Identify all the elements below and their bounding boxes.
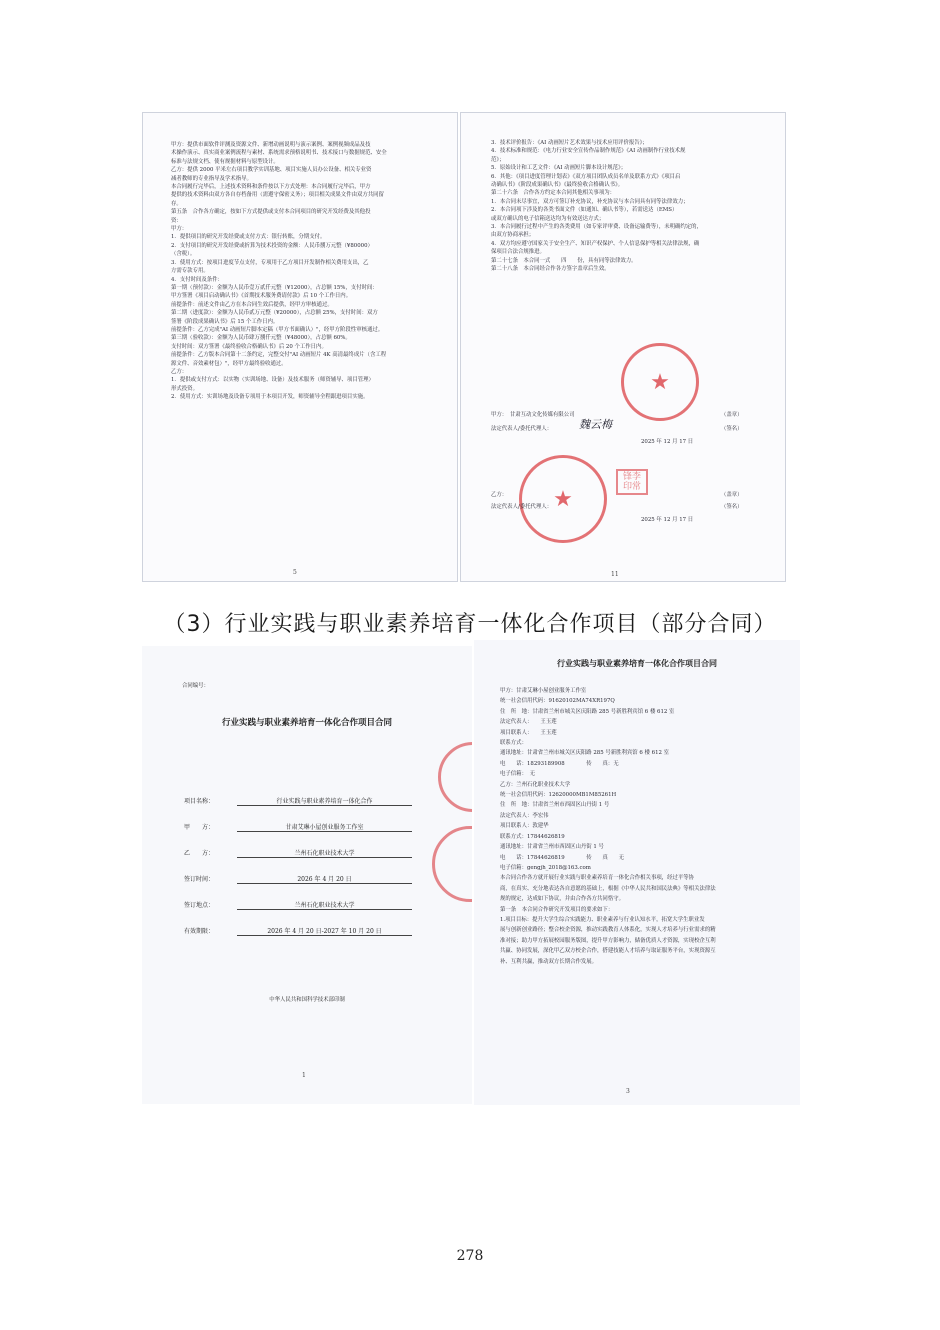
text-line: 本合同合作各方就开展行业实践与职业素养培育一体化合作相关事项，经过平等协	[500, 875, 695, 882]
text-line: 6．其他：《项目进度管理计划表》《双方项目团队成员名单及联系方式》《项目启	[491, 173, 681, 180]
text-line: 甲方签署《项目启动确认书》《首期技术服务费请付款》后 10 个工作日内。	[171, 293, 352, 300]
text-line: 由双方协商承担；	[491, 232, 535, 239]
text-line: 项目联系人： 王玉莲	[500, 729, 557, 736]
top-right-page-text	[491, 139, 761, 274]
text-line: 联系方式：	[500, 740, 527, 747]
text-line: 规的规定，达成如下协议，并由合作各方共同恪守。	[500, 896, 624, 903]
page-number: 11	[611, 571, 619, 578]
company-seal-stamp	[621, 343, 699, 421]
party-b-rep-line: 法定代表人/委托代理人： （签名）	[491, 504, 743, 511]
text-line: 电子信箱： 无	[500, 771, 536, 778]
text-line: 电 话：17844626819 传 真 无	[500, 854, 624, 861]
text-line: 电 话：18293189908 传 真：无	[500, 760, 619, 767]
scan-top-left-page	[142, 112, 458, 582]
scan-top-right-page	[460, 112, 786, 582]
text-line: 3．本合同履行过程中产生的各类费用（如专家评审费、设备运输费等），未明确约定的，	[491, 224, 702, 231]
text-line: 3．使用方式：按项目进度节点支付，专项用于乙方项目开发制作相关费用支出，乙	[171, 259, 369, 266]
text-line: 乙方：兰州石化职业技术大学	[500, 781, 571, 788]
text-line: 保项目合法合规推进。	[491, 249, 545, 256]
publisher-line: 中华人民共和国科学技术部印制	[269, 997, 345, 1003]
text-line: 第一条 本合同合作研究开发项目的要求如下：	[500, 906, 614, 913]
text-line: 甲方：	[171, 226, 188, 233]
text-line: 动确认书》《阶段成果确认书》《最终验收合格确认书》。	[491, 182, 624, 189]
text-line: 前提条件：乙方版本合同第十二条约定，完整交付"AI 动画短片 4K 高清最终成片（含工程	[171, 352, 387, 359]
text-line: （含税）。	[171, 251, 196, 258]
text-line: 标准与法规文档、使有规据材料与原型设计。	[171, 158, 279, 165]
text-line: 5．原始设计和工艺文件：《AI 动画短片脚本设计规范》；	[491, 165, 627, 172]
text-line: 1.项目目标：提升大学生综合实践能力、职业素养与行业认知水平，拓宽大学生职业发	[500, 916, 705, 923]
text-line: 统一社会信用代码：12620000MB1M85261H	[500, 792, 617, 799]
text-line: 减者教师的专业指导及学术指导。	[171, 175, 252, 182]
text-line: 4．支付时间及条件：	[171, 276, 223, 283]
party-a-rep-line: 法定代表人/委托代理人： （签名）	[491, 426, 743, 433]
text-line: 方需专款专用。	[171, 268, 209, 275]
text-line: 展与创新创业路径；整合校企资源，推动实践教育人体系化，实现人才培养与行业需求的精	[500, 927, 716, 934]
text-line: 形式投资。	[171, 385, 198, 392]
text-line: 1．本合同未尽事宜，双方可签订补充协议，补充协议与本合同具有同等法律效力；	[491, 198, 689, 205]
party-b-line: 乙方： （盖章）	[491, 492, 743, 498]
text-line: 第二十八条 本合同经合作各方签字盖章后生效。	[491, 266, 610, 273]
text-line: 共赢、协同发展，深化甲乙双方校企合作，搭建技能人才培养与取证服务平台，实现资源互	[500, 948, 716, 955]
text-line: 住 所 地：甘肃省兰州市城关区庆阳路 285 号新胜利宾馆 6 楼 612 室	[500, 708, 675, 715]
text-line: 1．提供或支付方式：以实物（实训场地、设备）及技术服务（师资辅导、项目管理）	[171, 377, 374, 384]
party-b-date: 2025 年 12 月 17 日	[641, 516, 694, 523]
page-number: 5	[293, 569, 297, 576]
personal-name-stamp: 锋李 印常	[616, 469, 648, 495]
partial-seal-stamp	[432, 826, 472, 902]
text-line: 电子信箱：gengjh_2018@163.com	[500, 864, 591, 871]
text-line: 1．提供项目的研究开发经费或支付方式：银行转账，分期支付。	[171, 234, 326, 241]
text-line: 甲方：甘肃艾琳小屋创业服务工作室	[500, 688, 587, 694]
text-line: 3．技术评价报告：《AI 动画短片艺术效果与技术应用评价报告》；	[491, 140, 648, 146]
text-line: 住 所 地：甘肃省兰州市西固区山丹街 1 号	[500, 802, 610, 809]
text-line: 2．本合同项下涉及的各类书面文件（如通知、确认书等），若需送达（EMS）	[491, 207, 678, 214]
seal-star-icon: ★	[650, 369, 670, 395]
text-line: 签署《阶段成果确认书》后 15 个工作日内。	[171, 318, 279, 325]
party-a-line: 甲方： 甘肃互动文化传媒有限公司 （盖章）	[491, 412, 743, 418]
text-line: 源文件、音效素材包）"，经甲方最终验收通过。	[171, 360, 287, 367]
text-line: 资：	[171, 217, 182, 224]
text-line: 商，在真实、充分地表达各自意愿的基础上，根据《中华人民共和国民法典》等相关法律法	[500, 885, 716, 892]
text-line: 甲方：提供市面软件评测及资源文件、新增动画说明与演示案例、案例视频成品及技	[171, 142, 371, 148]
page-title: 行业实践与职业素养培育一体化合作项目合同	[557, 658, 717, 668]
text-line: 第二期（进度款）：金额为人民币贰万元整（¥20000），占总额 25%，支付时间：双方	[171, 310, 378, 317]
document-page-number: 278	[456, 1248, 484, 1264]
text-line: 或双方确认的电子信箱送达均为有效送达方式；	[491, 215, 605, 222]
contract-no-label: 合同编号：	[182, 683, 209, 689]
text-line: 通讯地址：甘肃省兰州市西固区山丹街 1 号	[500, 844, 604, 851]
scan-bottom-right-page	[474, 640, 800, 1105]
text-line: 支付时间：双方签署《最终验收合格确认书》后 20 个工作日内。	[171, 343, 327, 350]
handwritten-signature: 魏云梅	[579, 418, 612, 431]
text-line: 4．技术标准和规范：《电力行业安全宣传作品制作规范》《AI 动画制作行业技术规	[491, 148, 686, 155]
text-line: 联系方式：17844626819	[500, 833, 565, 840]
section-heading: （3）行业实践与职业素养培育一体化合作项目（部分合同）	[163, 612, 777, 637]
text-line: 乙方：	[171, 368, 188, 375]
text-line: 提供的技术资料由双方各自存档备用（需遵守保密义务）；项目相关成果文件由双方共同留	[171, 192, 384, 199]
page-number: 1	[302, 1072, 306, 1079]
text-line: 第三期（验收款）：金额为人民币肆万捌仟元整（¥48000），占总额 60%。	[171, 335, 351, 342]
text-line: 存。	[171, 200, 182, 207]
party-a-sign-block	[491, 411, 771, 446]
text-line: 前提条件：前述文件由乙方在本合同生效后提供，经甲方审核通过。	[171, 301, 333, 308]
text-line: 前提条件：乙方完成"AI 动画短片脚本定稿（甲方书面确认）"，经甲方阶段性审核通过。	[171, 326, 384, 333]
text-line: 2．支付项目的研究开发经费或折算为技术投资的金额：人民币捌万元整（¥80000）	[171, 242, 373, 249]
text-line: 统一社会信用代码：91620102MA74XR197Q	[500, 698, 615, 705]
cover-title: 行业实践与职业素养培育一体化合作项目合同	[221, 718, 392, 728]
text-line: 术操作演示、真实商业案例流程与素材、系统需求预格说明书、技术接口与数据规范、安全	[171, 150, 387, 157]
text-line: 第一期（预付款）：金额为人民币壹万贰仟元整（¥12000），占总额 15%，支付时间：	[171, 284, 378, 291]
text-line: 通讯地址：甘肃省兰州市城关区庆阳路 285 号新胜利宾馆 6 楼 612 室	[500, 750, 670, 757]
page-number: 3	[626, 1088, 630, 1095]
text-line: 第二十七条 本合同一式 四 份，具有同等法律效力。	[491, 257, 637, 264]
scan-bottom-left-page: 合同编号： 行业实践与职业素养培育一体化合作项目合同 项目名称： 行业实践与职业素养培育一体化合作 甲 方： 甘肃艾琳小屋创业服务工作室 乙 方： 兰州石化职业技术大学 签订时间： 2026 年 4 月 20 日 签订地点： 兰州石化职业技术大学 有效期限： 2026 年 4 月 20 日-2027 年 10 月 20 日 中华人民共和国科学技术部印制 1	[142, 646, 472, 1104]
seal-star-icon: ★	[553, 486, 573, 512]
text-line: 2．使用方式：实训场地及设备专项用于本项目开发，师资辅导全程跟进项目实施。	[171, 394, 369, 401]
text-line: 项目联系人：敦建华	[500, 823, 549, 830]
text-line: 法定代表人：李宏伟	[500, 812, 549, 819]
text-line: 本合同履行完毕后，上述技术资料和条件按以下方式处理：本合同履行完毕后，甲方	[171, 184, 371, 191]
text-line: 范》；	[491, 156, 505, 163]
party-b-sign-block	[491, 491, 771, 524]
text-line: 第二十六条 合作各方约定本合同其他相关事项为：	[491, 190, 615, 197]
text-line: 乙方：提供 2000 平米左右项目教学实训基地、项目实施人员办公设备、相关专业资	[171, 167, 372, 174]
text-line: 法定代表人： 王玉莲	[500, 719, 557, 726]
text-line: 准对接；助力甲方拓展校园服务版图，提升甲方影响力，储备优质人才资源，实现校企互利	[500, 937, 716, 944]
text-line: 补、互利共赢，推动双方长期合作发展。	[500, 958, 598, 965]
partial-seal-stamp	[438, 742, 472, 812]
party-a-date: 2025 年 12 月 17 日	[641, 438, 694, 445]
text-line: 4．双方均应遵守国家关于安全生产、知识产权保护、个人信息保护等相关法律法规，确	[491, 240, 700, 247]
top-left-page-text	[171, 141, 433, 402]
text-line: 第五条 合作各方确定，按如下方式提供或支付本合同项目的研究开发经费及其他投	[171, 209, 371, 216]
bottom-right-page-text	[500, 686, 780, 967]
